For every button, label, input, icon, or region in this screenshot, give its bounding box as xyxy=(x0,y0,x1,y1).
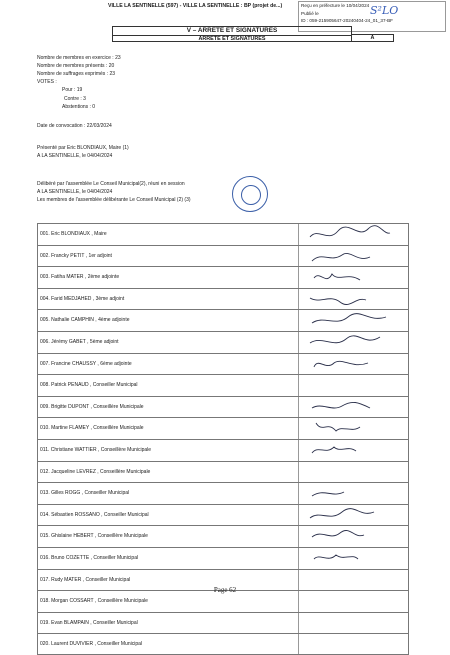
table-row xyxy=(37,417,409,439)
signatory-name: 007. Francine CHAUSSY , 6ème adjointe xyxy=(40,360,132,367)
receipt-published: Publié le xyxy=(301,10,319,16)
table-row xyxy=(37,266,409,288)
column-separator xyxy=(298,267,299,288)
signatory-name: 010. Martine FLAMEY , Conseillère Municipale xyxy=(40,425,144,432)
handwritten-signature-icon xyxy=(308,355,398,375)
handwritten-signature-icon xyxy=(308,506,398,526)
table-row xyxy=(37,525,409,547)
members-in-office: Nombre de membres en exercice : 23 xyxy=(37,55,121,61)
handwritten-signature-icon xyxy=(308,311,398,331)
signatory-name: 008. Patrick PENAUD , Conseiller Municipal xyxy=(40,382,138,389)
column-separator xyxy=(298,224,299,245)
handwritten-signature-icon xyxy=(308,268,398,288)
signatory-name: 004. Farid MEDJAHED , 3ème adjoint xyxy=(40,295,125,302)
convocation-date: Date de convocation : 22/03/2024 xyxy=(37,123,112,129)
handwritten-signature-icon xyxy=(308,290,398,310)
signatory-name: 005. Nathalie CAMPHIN , 4ème adjointe xyxy=(40,317,130,324)
handwritten-signature-icon xyxy=(308,225,398,245)
column-separator xyxy=(298,634,299,654)
page-number: Page 62 xyxy=(213,586,237,594)
table-row xyxy=(37,612,409,634)
handwritten-signature-icon xyxy=(308,333,398,353)
column-separator xyxy=(298,613,299,634)
column-separator xyxy=(298,548,299,569)
signatory-name: 002. Francky PETIT , 1er adjoint xyxy=(40,252,112,259)
place-date-2: A LA SENTINELLE, le 04/04/2024 xyxy=(37,189,113,195)
signatory-name: 014. Sébastien ROSSANO , Conseiller Municipal xyxy=(40,511,149,518)
signatory-name: 013. Gilles ROGG , Conseiller Municipal xyxy=(40,490,130,497)
signatory-name: 015. Ghislaine HEBERT , Conseillère Municipale xyxy=(40,533,148,540)
table-row xyxy=(37,547,409,569)
signatory-name: 018. Morgan COSSART , Conseillère Municipale xyxy=(40,598,148,605)
column-separator xyxy=(298,505,299,526)
receipt-date: Reçu en préfecture le 10/04/2024 xyxy=(301,3,370,8)
table-row xyxy=(37,482,409,504)
table-row xyxy=(37,374,409,396)
assembly-members: Les membres de l'assemblée délibérante Le Conseil Municipal (2) (3) xyxy=(37,197,191,203)
votes-abstentions: Abstentions : 0 xyxy=(62,104,96,110)
table-row xyxy=(37,461,409,483)
signatory-name: 006. Jérémy GABET , 5ème adjoint xyxy=(40,338,119,345)
signatory-name: 020. Laurent DUVIVIER , Conseiller Municipal xyxy=(40,641,142,648)
column-separator xyxy=(298,483,299,504)
handwritten-signature-icon xyxy=(308,549,398,569)
table-row xyxy=(37,331,409,353)
signatory-name: 017. Rudy MATER , Conseiller Municipal xyxy=(40,576,131,583)
column-separator xyxy=(298,375,299,396)
signatory-name: 011. Christiane WATTIER , Conseillère Municipale xyxy=(40,446,152,453)
column-separator xyxy=(298,397,299,418)
signatory-name: 012. Jacqueline LEVREZ , Conseillère Municipale xyxy=(40,468,151,475)
handwritten-signature-icon xyxy=(308,441,398,461)
votes-label: VOTES : xyxy=(37,79,57,85)
signatory-name: 016. Bruno COZETTE , Conseiller Municipal xyxy=(40,554,139,561)
votes-contre: Contre : 3 xyxy=(64,96,86,102)
section-title-box xyxy=(112,26,352,42)
signatory-name: 003. Fatiha MATER , 2ème adjointe xyxy=(40,274,120,281)
handwritten-stamp: S²LO xyxy=(370,4,399,17)
handwritten-signature-icon xyxy=(308,527,398,547)
place-date: A LA SENTINELLE, le 04/04/2024 xyxy=(37,153,113,159)
table-row xyxy=(37,504,409,526)
votes-pour: Pour : 19 xyxy=(62,87,83,93)
column-separator xyxy=(298,462,299,483)
section-title: V – ARRETE ET SIGNATURES xyxy=(186,27,278,34)
table-row xyxy=(37,245,409,267)
column-separator xyxy=(298,354,299,375)
table-row xyxy=(37,633,409,655)
receipt-id: ID : 059-215905647-20240404-24_01_37-BF xyxy=(301,18,393,24)
members-present: Nombre de membres présents : 20 xyxy=(37,63,115,69)
column-separator xyxy=(298,418,299,439)
column-separator xyxy=(298,246,299,267)
handwritten-signature-icon xyxy=(308,398,398,418)
column-separator xyxy=(298,526,299,547)
section-letter: A xyxy=(352,34,394,42)
signatory-name: 009. Brigitte DUPONT , Conseillère Municipale xyxy=(40,403,144,410)
municipal-seal-icon xyxy=(232,176,268,212)
presented-by: Présenté par Eric BLONDIAUX, Maire (1) xyxy=(37,145,129,151)
handwritten-signature-icon xyxy=(308,419,398,439)
column-separator xyxy=(298,289,299,310)
table-row xyxy=(37,439,409,461)
column-separator xyxy=(298,310,299,331)
handwritten-signature-icon xyxy=(308,484,398,504)
signatory-name: 001. Eric BLONDIAUX , Maire xyxy=(40,231,107,237)
deliberated-by: Délibéré par l'assemblée Le Conseil Municipal(2), réuni en session xyxy=(37,181,185,187)
column-separator xyxy=(298,591,299,612)
column-separator xyxy=(298,332,299,353)
table-row xyxy=(37,223,409,245)
handwritten-signature-icon xyxy=(308,247,398,267)
table-row xyxy=(37,288,409,310)
table-row xyxy=(37,309,409,331)
table-row xyxy=(37,396,409,418)
votes-cast: Nombre de suffrages exprimés : 23 xyxy=(37,71,116,77)
signatory-name: 019. Evan BLAMPAIN , Conseiller Municipal xyxy=(40,619,138,626)
section-subtitle: ARRETE ET SIGNATURES xyxy=(113,35,351,43)
document-header: VILLE LA SENTINELLE (597) - VILLE LA SENTINELLE : BP (projet de...) xyxy=(108,3,283,9)
column-separator xyxy=(298,440,299,461)
table-row xyxy=(37,353,409,375)
